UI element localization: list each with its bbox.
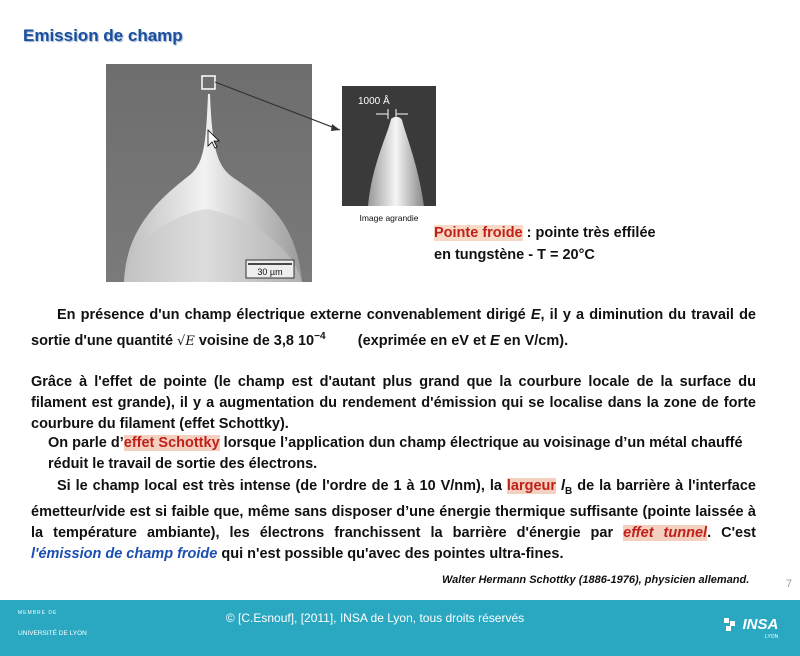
enlarged-caption: Image agrandie bbox=[359, 213, 419, 223]
paragraph-4: Si le champ local est très intense (de l'ordre de 1 à 10 V/nm), la largeur $l_B$ de la barrière à l'interface émetteur/vide est si faible que, même sans disposer d’une énergie thermique suffisante (pointe laissée à la température ambiante), les électrons franchissent la barrière d'énergie par effet tunnel. C'est l'émission de champ froide qui n'est possible qu'avec des pointes ultra-fines. bbox=[31, 478, 757, 562]
page-number: 7 bbox=[786, 578, 793, 590]
copyright-notice: © [C.Esnouf], [2011], INSA de Lyon, tous droits réservés bbox=[225, 611, 525, 625]
universite-lyon-logo: MEMBRE DE UNIVERSITÉ DE LYON bbox=[18, 610, 87, 637]
figure-caption: Pointe froide : pointe très effilée en tungstène - T = 20°C bbox=[434, 225, 656, 263]
tip-micrograph bbox=[106, 64, 446, 284]
paragraph-3: On parle d’effet Schottky lorsque l’application dun champ électrique au voisinage d’un métal chauffé réduit le travail de sortie des électrons. bbox=[48, 435, 743, 472]
paragraph-1: En présence d'un champ électrique externe convenablement dirigé E, il y a diminution du travail de sortie d'une quantité √E voisine de 3,8 $10^{-4}$ (exprimée en eV et E en V/cm). bbox=[31, 307, 756, 349]
paragraph-2: Grâce à l'effet de pointe (le champ est d'autant plus grand que la courbure locale de la surface du filament est grande), il y a augmentation du rendement d'émission qui se localise dans la zone de forte courbure du filament (effet Schottky). bbox=[31, 374, 756, 432]
schottky-highlight: effet Schottky bbox=[123, 435, 220, 451]
enlarged-scale-label: 1000 Å bbox=[358, 96, 390, 107]
insa-logo: INSA LYON bbox=[724, 616, 778, 640]
footer-bar bbox=[0, 600, 800, 656]
insa-mark-icon bbox=[724, 618, 738, 632]
footnote: Walter Hermann Schottky (1886-1976), physicien allemand. bbox=[442, 574, 750, 586]
scale-bar-label: 30 µm bbox=[257, 267, 283, 277]
caption-highlight: Pointe froide bbox=[434, 225, 523, 241]
slide-title: Emission de champ bbox=[23, 26, 183, 45]
